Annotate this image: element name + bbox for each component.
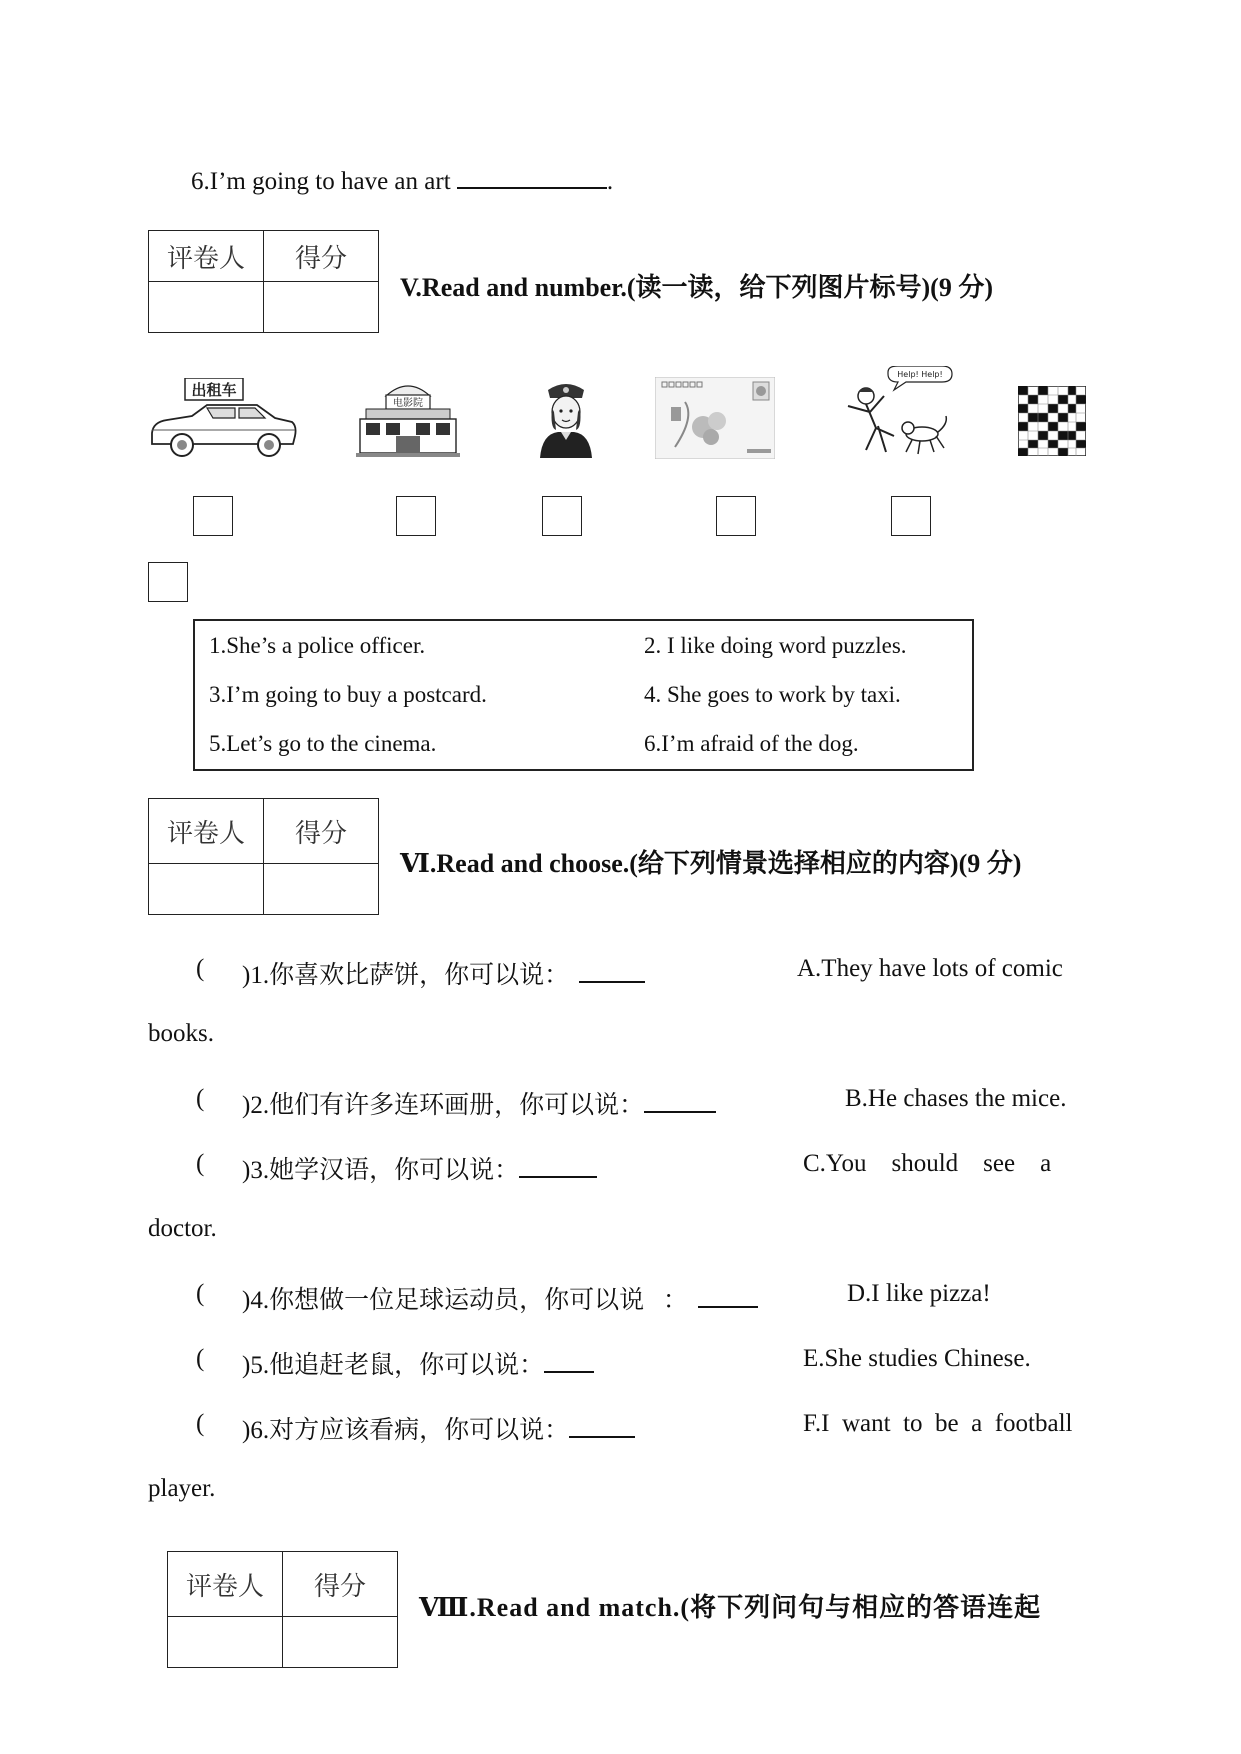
grader-table-section6 [148, 798, 379, 915]
score-cell[interactable] [283, 1617, 398, 1668]
q1-paren: ( [196, 955, 205, 982]
reviewer-cell[interactable] [168, 1617, 283, 1668]
q3-prompt: )3.她学汉语，你可以说： [242, 1157, 520, 1184]
answer-blank [457, 165, 607, 189]
q3-blank[interactable] [519, 1154, 597, 1178]
answer-f: F.I want to be a football [803, 1410, 1073, 1437]
sentence-box [193, 619, 974, 771]
sentence-2: 2. I like doing word puzzles. [644, 633, 907, 658]
cinema-sign-text: 电影院 [393, 398, 423, 409]
q5-paren: ( [196, 1345, 205, 1372]
reviewer-label: 评卷人 [149, 231, 264, 282]
section6-heading: Ⅵ.Read and choose.(给下列情景选择相应的内容)(9 分) [400, 849, 1022, 878]
reviewer-cell[interactable] [149, 282, 264, 333]
answer-c-continued: doctor. [148, 1215, 217, 1242]
answer-e: E.She studies Chinese. [803, 1345, 1031, 1372]
sentence-1: 1.She’s a police officer. [209, 633, 426, 658]
score-label: 得分 [264, 799, 379, 864]
q2-blank[interactable] [644, 1089, 716, 1113]
q4-text [242, 1280, 758, 1316]
q2-text [242, 1085, 716, 1121]
q3-paren: ( [196, 1150, 205, 1177]
sentence-6-line [191, 165, 613, 196]
q2-prompt: )2.他们有许多连环画册，你可以说： [242, 1092, 645, 1119]
q6-blank[interactable] [569, 1414, 635, 1438]
q4-prompt: )4.你想做一位足球运动员，你可以说 ： [242, 1287, 688, 1314]
section8-heading: Ⅷ.Read and match.(将下列问句与相应的答语连起 [419, 1593, 1042, 1622]
sentence-6-text: 6.I’m going to have an art [191, 168, 451, 195]
q6-prompt: )6.对方应该看病，你可以说： [242, 1417, 570, 1444]
cinema-picture [356, 378, 461, 458]
number-box-police[interactable] [542, 496, 582, 536]
word-puzzle-picture [1018, 386, 1086, 456]
taxi-sign-text: 出租车 [191, 381, 237, 399]
q5-prompt: )5.他追赶老鼠，你可以说： [242, 1352, 545, 1379]
grader-table-section8 [167, 1551, 398, 1668]
q5-text [242, 1345, 594, 1381]
answer-a-continued: books. [148, 1020, 214, 1047]
number-box-postcard[interactable] [716, 496, 756, 536]
answer-a: A.They have lots of comic [797, 955, 1063, 982]
q3-text [242, 1150, 597, 1186]
sentence-3: 3.I’m going to buy a postcard. [209, 682, 487, 707]
q1-blank[interactable] [579, 959, 645, 983]
number-box-puzzle[interactable] [148, 562, 188, 602]
score-cell[interactable] [264, 282, 379, 333]
grader-table-section5 [148, 230, 379, 333]
sentence-5: 5.Let’s go to the cinema. [209, 731, 437, 756]
speech-bubble-text: Help! Help! [897, 370, 943, 379]
sentence-6: 6.I’m afraid of the dog. [644, 731, 859, 756]
q6-text [242, 1410, 635, 1446]
sentence-4: 4. She goes to work by taxi. [644, 682, 901, 707]
answer-b: B.He chases the mice. [845, 1085, 1067, 1112]
answer-c: C.You should see a [803, 1150, 1052, 1177]
reviewer-label: 评卷人 [168, 1552, 283, 1617]
postcard-picture [655, 377, 775, 459]
answer-d: D.I like pizza! [847, 1280, 991, 1307]
sentence-6-period: . [606, 168, 614, 195]
q1-text [242, 955, 645, 991]
q4-paren: ( [196, 1280, 205, 1307]
q2-paren: ( [196, 1085, 205, 1112]
taxi-picture [147, 378, 302, 463]
police-officer-picture [536, 378, 596, 458]
score-cell[interactable] [264, 864, 379, 915]
number-box-cinema[interactable] [396, 496, 436, 536]
answer-f-continued: player. [148, 1475, 216, 1502]
section5-heading: V.Read and number.(读一读，给下列图片标号)(9 分) [400, 273, 993, 302]
q6-paren: ( [196, 1410, 205, 1437]
number-box-dog[interactable] [891, 496, 931, 536]
dog-chase-picture [836, 366, 956, 461]
q5-blank[interactable] [544, 1349, 594, 1373]
number-box-taxi[interactable] [193, 496, 233, 536]
q1-prompt: )1.你喜欢比萨饼，你可以说： [242, 962, 570, 989]
score-label: 得分 [283, 1552, 398, 1617]
reviewer-label: 评卷人 [149, 799, 264, 864]
reviewer-cell[interactable] [149, 864, 264, 915]
score-label: 得分 [264, 231, 379, 282]
q4-blank[interactable] [698, 1284, 758, 1308]
